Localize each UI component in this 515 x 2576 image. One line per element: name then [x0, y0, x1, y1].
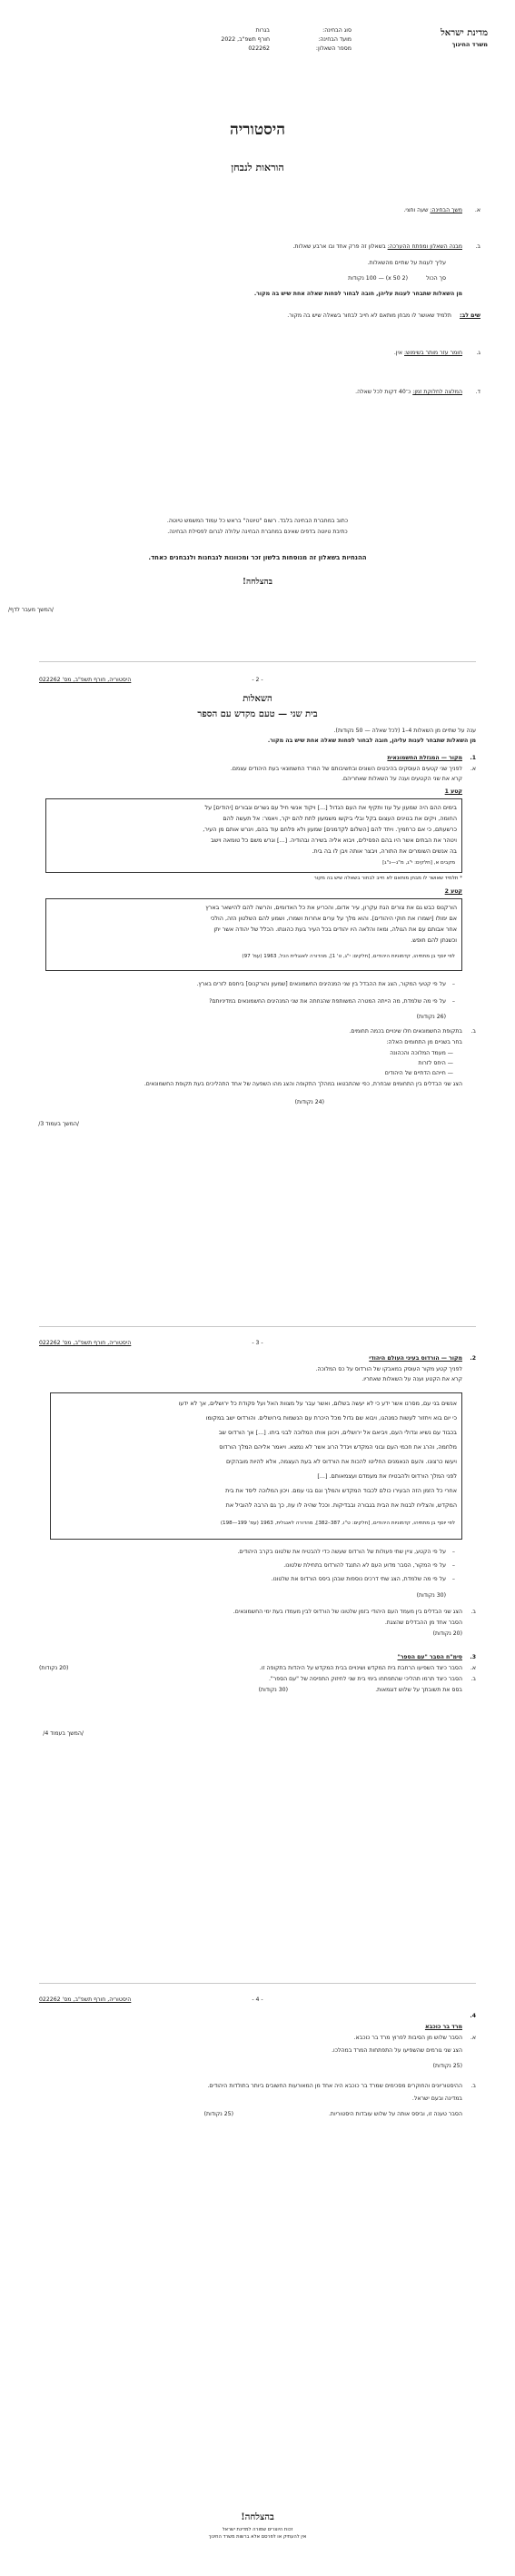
- source-1-label: קטע 1: [444, 788, 462, 795]
- question-2-b-text-2: הסבר אחד מן ההבדלים שהצגת.: [384, 1620, 462, 1626]
- source-1-caption: מקבים א, [חלקים: י"ג, מ"ג—נ"ג]: [382, 860, 455, 866]
- question-2-points-a: (30 נקודות): [416, 1592, 446, 1599]
- question-1-b-option-2: — היחס לזרות: [418, 1060, 453, 1066]
- source-line: ויעשו כרצונו. והעם הנאמנים החליטו להכות את הורדוס לא בעת העצמה, אלא להיות מובהקים: [225, 1458, 457, 1465]
- exam-date-value: חורף תשפ"ב, 2022: [221, 36, 270, 43]
- chapter-title: בית שני — טעם מקדש עם הספר: [197, 709, 318, 719]
- source-1-line: כרשעתם, כי אם כרחמיך. ויתד להם [השלום לקדמנים] שמעון ולא פלחם עוד בהם, ויגרש אותם מן העיר,: [203, 826, 457, 833]
- source-1-footnote-text: תלמיד שאושר לו מבחן מותאם לא חייב לבחור בשאלה שיש בה מקור: [313, 876, 459, 881]
- copyright-line-2: אין להעתיק או לפרסם אלא ברשות משרד החינוך: [208, 2534, 307, 2540]
- question-1-b-option-3: — חייהם הדתיים של היהודים: [384, 1070, 453, 1076]
- bullet-2-dash: –: [451, 1562, 455, 1569]
- page-header: היסטוריה, חורף תשפ"ב, מס' 022262: [39, 677, 132, 683]
- question-3-b-text: הסבר כיצד תרמו תהליכי שהתפתחו בימי בית שני לחיזוק התפיסה של "עם הספר".: [268, 1676, 462, 1682]
- source-2-label: קטע 2: [444, 888, 462, 895]
- page-separator: [39, 1326, 476, 1327]
- item-a-value: שעה וחצי.: [403, 207, 429, 213]
- source-2-line: אם ימולו [ישמרו את חוקי היהודים]. והוא מלך על ערים אחרות ושמרו, ושמע להם השלטון הזה, הולכי: [210, 915, 457, 922]
- page-4: [0, 1987, 515, 2576]
- state-name: מדינת ישראל: [441, 28, 488, 38]
- copyright-line-1: זכות היוצרים שמורה למדינת ישראל: [222, 2527, 293, 2532]
- instructions-heading: הוראות לנבחן: [231, 162, 284, 173]
- item-c-label: ג.: [476, 350, 480, 356]
- question-2-intro: לפניך קטע מקור העוסק במאבקו של הורדוס על כס המלוכה.: [315, 1366, 462, 1372]
- item-b-label: ב.: [475, 243, 480, 250]
- question-1-bullet-2: על פי מה שלמדת, מה הייתה המטרה המשותפת שהנחתה את שני המנהיגים החשמונאים במדיניותם?: [209, 998, 446, 1005]
- bullet-1-dash: –: [451, 981, 455, 987]
- item-d-label: ד.: [475, 389, 480, 395]
- good-luck-text: בהצלחה!: [241, 2512, 274, 2522]
- question-4-number: 4.: [470, 2013, 476, 2019]
- page-separator: [39, 661, 476, 662]
- item-b-line2: עליך לענות על שתיים מהשאלות.: [367, 260, 446, 266]
- question-1-b-task: הצג שני הבדלים בין התחומים שבחרת, כפי שהתבטאו במהלך התקופה והצג מהו השפעה של אחד התהליכים בעת תקופת החשמונאים.: [144, 1081, 462, 1087]
- source-1-line: בימים ההם היה שמעון על עוז ותקיף את העם הגדול [...] ויקוד אנשי חיל עם גשרים וגבורים [יהודים] על: [204, 804, 457, 811]
- page-separator: [39, 1983, 476, 1984]
- source-line: אנשים בני עם, מסרנו אשר ידע כי לא יעשה בשלום, ואשר עבר על מצוות האל ועל פקודת כל ירושלים, אך לא ידעו: [178, 1400, 457, 1407]
- source-line: אחרי כל הזמן הזה הבעירו כולם לכבוד המקדש והמלך וגם בני עמם. ויכון המלוכה ליסד את בית: [225, 1487, 457, 1494]
- page-number: - 3 -: [252, 1340, 263, 1346]
- question-4-b-text-2: במדינה ובעם ישראל.: [411, 2095, 462, 2102]
- page-1: [0, 0, 515, 654]
- item-b-total-label: סך הכול: [426, 275, 446, 282]
- page-header: היסטוריה, חורף תשפ"ב, מס' 022262: [39, 1996, 132, 2003]
- ministry-name: משרד החינוך: [451, 41, 488, 48]
- item-b-title: מבנה השאלון ומפתח ההערכה:: [387, 243, 462, 250]
- question-3-b-text-2: בסס את תשובתך על שלוש דוגמאות.: [375, 1687, 462, 1693]
- source-1-footnote: * תלמיד שאושר לו מבחן מותאם לא חייב לבחור בשאלה שיש בה מקור: [313, 876, 462, 881]
- question-1-b-option-1: — מעמד המלוכה והכהונה: [390, 1050, 453, 1056]
- question-1-intro-2: קרא את שני הקטעים וענה על השאלות שאחריהם.: [342, 776, 462, 782]
- item-d-text: [355, 389, 462, 396]
- draft-note-2: כתיבת טיוטה בדפים שאינם במחברת הבחינה עלולה לגרום לפסילת הבחינה.: [167, 529, 348, 535]
- item-b-attention-text: תלמיד שאושר לו מבחן מותאם לא חייב לבחור בשאלה שיש בה מקור.: [287, 312, 451, 319]
- item-b-note: מן השאלות שתבחר לענות עליהן, חובה לבחור לפחות שאלה אחת שיש בה מקור.: [253, 291, 462, 297]
- item-a-label: א.: [474, 207, 480, 213]
- question-4-b-text-3: הסבר טענה זו, וביסס אותה על שלוש עובדות היסטוריות.: [328, 2111, 462, 2117]
- question-2-b-text: הצג שני הבדלים בין מעמד העם היהודי בזמן שלטונו של הורדוס לבין מעמדו בעת ימי החשמונאים.: [233, 1609, 462, 1615]
- item-c-text: [394, 350, 462, 357]
- continue-note: /המשך בעמוד 3/: [38, 1121, 79, 1127]
- exam-type-label: סוג הבחינה:: [322, 27, 352, 34]
- gender-note: ההנחיות בשאלון זה מנוסחות בלשון זכר ומכוונות לנבחנות ולנבחנים כאחד.: [148, 554, 367, 561]
- source-line: לפני המלך הורדוס ולהבטיח את מעמדם ועצמאותם. [...]: [317, 1472, 457, 1480]
- question-4-a-text-2: הצג שני גורמים שהשפיעו על התפתחות המרד במהלכו.: [332, 2047, 462, 2054]
- question-3-b-label: ב.: [470, 1676, 476, 1682]
- question-3-a-text: הסבר כיצד השפיעו הרחבת בית המקדש ושינויים בבית המקדש על היהדות בתקופה זו.: [259, 1665, 462, 1671]
- source-line: כי יום בוא ויחזור לעשות כמנהגו, ויבוא שם גדול מכל היכרת עם הנשמות בירושלים. והורדוס ישב במקומו: [205, 1414, 457, 1422]
- instruction-2: מן השאלות שתבחר לענות עליהן, חובה לבחור לפחות שאלה אחת שיש בה מקור.: [267, 738, 476, 744]
- question-1-intro: לפניך שני קטעים העוסקים בהיבטים השונים ובחשיבותם של המרד החשמונאי בעת היהודים עצמם.: [230, 766, 462, 772]
- item-d-title: המלצה לחלוקת זמן:: [412, 389, 462, 395]
- question-2-number: 2.: [470, 1355, 476, 1362]
- question-4-a-label: א.: [470, 2035, 476, 2041]
- question-3-number: 3.: [470, 1654, 476, 1660]
- exam-date-label: מועד הבחינה:: [318, 36, 352, 43]
- question-1-sub-b-label: ב.: [470, 1028, 476, 1035]
- draft-note-1: כתוב במחברת הבחינה בלבד. רשום "טיוטה" בראש כל עמוד המשמש טיוטה.: [166, 518, 349, 524]
- item-b-value: בשאלון זה פרק אחד ובו ארבע שאלות.: [292, 243, 386, 250]
- page-number: - 2 -: [252, 677, 263, 683]
- page-3: [0, 1331, 515, 1967]
- question-2-bullet-1: על פי הקטע, ציין שתי פעולות של הורדוס שעשה כדי להבטיח את שלטונו בקרב היהודים.: [237, 1549, 446, 1555]
- question-4-b-points: (25 נקודות): [203, 2111, 233, 2117]
- question-1-points-b: (24 נקודות): [294, 1099, 324, 1105]
- source-2-line: הורקנוס כבש גם את צורים הגת עקרון, עיר אדום, והכריע את כל האדומים, והרשה להם להישאר בארץ: [205, 904, 457, 911]
- question-2-points-b: (20 נקודות): [432, 1630, 462, 1637]
- questions-title: השאלות: [243, 694, 272, 704]
- good-luck-text: בהצלחה!: [243, 578, 272, 587]
- question-1-sub-a-label: א.: [470, 766, 476, 772]
- source-caption: לפי יוסף בן מתתיהו, קדמוניות היהודים, [חלקים: ט"ו, 387–382], מהדורה לאנגלית, 1963 (עמ' 199—198): [220, 1521, 455, 1526]
- source-1-line: בה אנשים השומרים את התורה, ויבצר אותה ויבן לו בה בית.: [312, 847, 457, 855]
- question-4-a-text: הסבר שלוש מן הסיבות לפרוץ מרד בר כוכבא.: [353, 2035, 462, 2041]
- source-line: מלחמה, והרג את חכמי העם ובוני המקדש ויגדל הרוג אשר לא נמצא. ויאמר אליהם המלך הורדוס: [219, 1443, 457, 1451]
- item-d-value: כ־40 דקות לכל שאלה.: [355, 389, 411, 395]
- bullet-3-dash: –: [451, 1576, 455, 1582]
- question-4-a-points: (25 נקודות): [432, 2063, 462, 2069]
- question-1-points-a: (26 נקודות): [416, 1014, 446, 1020]
- item-a-text: [403, 207, 462, 214]
- item-c-title: חומר עזר מותר בשימוש:: [404, 350, 462, 356]
- question-4-b-text: ההיסטוריונים והחוקרים מסכימים שמרד בר כוכבא היה אחד מן המאורעות החשובים ביותר בתולדות היהודים.: [207, 2083, 462, 2089]
- question-3-b-points: (30 נקודות): [258, 1687, 288, 1693]
- question-2-intro-2: קרא את הקטע וענה על השאלות שאחריו.: [361, 1376, 462, 1382]
- item-b-text: [293, 243, 462, 251]
- source-2-caption: לפי יוסף בן מתתיהו, קדמוניות היהודים, [חלקים: י"ג, ט' 1], מהדורה לאנגלית הכל, 1963 (עמ' 97): [242, 954, 455, 959]
- exam-type-value: בגרות: [255, 27, 270, 34]
- question-3-a-points: (20 נקודות): [39, 1665, 69, 1671]
- bullet-1-dash: –: [451, 1549, 455, 1555]
- question-1-number: 1.: [470, 755, 476, 761]
- instruction-1: ענה על שתיים מן השאלות 4–1 (לכל שאלה — 50 נקודות).: [333, 728, 476, 734]
- item-b-total-value: (2 x 50) — 100 נקודות: [348, 275, 408, 282]
- question-1-bullet-1: על פי קטעי המקור, הצג את ההבדל בין שני המנהיגים החשמונאים [שמעון והורקנוס] ביחסם לזרים בארץ.: [196, 981, 446, 987]
- question-2-sub-b-label: ב.: [470, 1609, 476, 1615]
- exam-number-label: מספר השאלון:: [315, 45, 352, 52]
- page-number: - 4 -: [252, 1996, 263, 2003]
- source-2-line: אחר אבותם עם את הגולה, ומאז והלאה היו יהודים בכל העיר בעת כהונתו. הכלל של יהודה אשר יתן: [213, 926, 457, 933]
- source-line: המקדש, והצליח לבנות את הבית בגבורה ובבדיקות. וככל שהיה לו עוז, כך גם הרבה להוביל את: [225, 1501, 457, 1509]
- source-2-line: וכשנתן להם חופש.: [411, 936, 457, 944]
- question-2-bullet-3: על פי מה שלמדת, הצג שתי דרכים נוספות שבהן ביסס הורדוס את שלטונו.: [271, 1576, 446, 1582]
- question-3-title: סימ"ח הסבר "עם הספר": [397, 1654, 462, 1660]
- source-1-line: החומה, ויקים את בנוינים העצום בקל ובלי ביקשו משמעון לתת להם יקר, ויאמר: אל תעשה להם: [223, 815, 457, 822]
- question-3-a-label: א.: [470, 1665, 476, 1671]
- exam-number-value: 022262: [248, 45, 270, 52]
- page-2: [0, 668, 515, 1303]
- source-line: בכבוד עם נשיא וגדולי העם, ויביאם אל ירושלים, ויכונן אותו המלוכה לבני ביתו. [...] אך הורדוס שב: [218, 1429, 457, 1436]
- continue-note: /המשך בעמוד 4/: [43, 1730, 84, 1737]
- item-b-attention-label: שים לב:: [460, 312, 480, 319]
- question-4-title: מרד בר כוכבא: [424, 2024, 462, 2030]
- item-c-value: אין.: [393, 350, 403, 356]
- question-2-title: מקור — הורדוס בעיני העולם היהודי: [369, 1355, 462, 1362]
- question-1-title: מקור — המגזלת החשמונאית: [387, 755, 462, 761]
- question-4-b-label: ב.: [470, 2083, 476, 2089]
- question-1-b-text-2: בחר בשניים מן התחומים האלה:: [386, 1039, 462, 1045]
- page-header: היסטוריה, חורף תשפ"ב, מס' 022262: [39, 1340, 132, 1346]
- question-2-bullet-2: על פי המקור, הסבר מדוע העם לא התנגד להורדוס בתחילת שלטונו.: [283, 1562, 446, 1569]
- question-1-b-text: בתקופת החשמונאים חלו שינויים בכמה תחומים.: [349, 1028, 462, 1035]
- source-1-line: ויטהר את הבתים אשר היו בהם הפסילים, ויבוא אליה בשירה ובהודיה. [...] וגרש משם כל טומאה וישב: [211, 837, 457, 844]
- item-a-title: משך הבחינה:: [430, 207, 462, 213]
- continue-note: /המשך מעבר לדף/: [7, 607, 54, 613]
- document-title: היסטוריה: [229, 121, 286, 139]
- bullet-2-dash: –: [451, 998, 455, 1005]
